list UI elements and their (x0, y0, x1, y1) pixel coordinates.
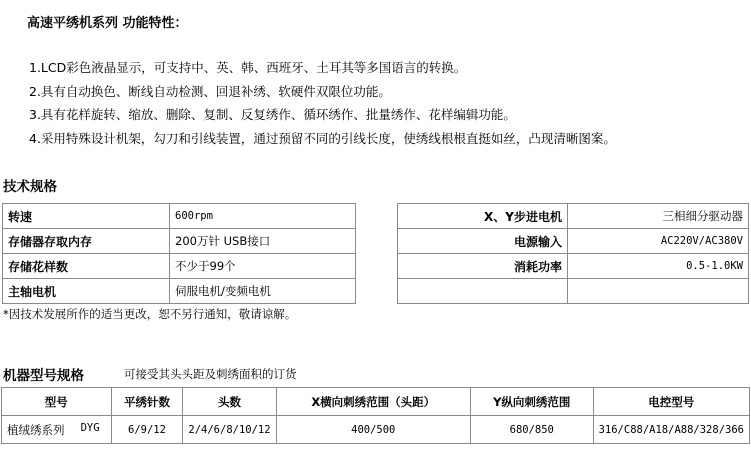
spec-value: 不少于99个 (170, 254, 356, 279)
spec-label: 存储器存取内存 (3, 229, 170, 254)
model-type-cell (2, 416, 112, 444)
table-row (398, 204, 749, 229)
models-subnote: 可接受其头头距及刺绣面积的订货 (124, 367, 297, 381)
table-row (3, 254, 356, 279)
column-header: 型号 (2, 388, 112, 416)
table-header-row (2, 388, 750, 416)
y-range-cell: 680/850 (470, 416, 593, 444)
spec-value: 0.5-1.0KW (568, 254, 749, 279)
table-row (2, 416, 750, 444)
table-row (398, 229, 749, 254)
spec-label: 主轴电机 (3, 279, 170, 304)
model-code: DYG (80, 421, 100, 434)
spec-label: X、Y步进电机 (398, 204, 568, 229)
spec-value (568, 279, 749, 304)
model-type: 植绒绣系列 (7, 422, 65, 437)
x-range-cell: 400/500 (276, 416, 470, 444)
column-header: Y纵向刺绣范围 (470, 388, 593, 416)
spec-table-right (397, 203, 749, 304)
spec-value: 伺服电机/变频电机 (170, 279, 356, 304)
spec-label (398, 279, 568, 304)
column-header: 头数 (183, 388, 276, 416)
model-table (1, 387, 750, 444)
spec-table-left (2, 203, 356, 304)
spec-value: 200万针 USB接口 (170, 229, 356, 254)
column-header: 电控型号 (593, 388, 749, 416)
specs-heading: 技术规格 (3, 179, 57, 195)
spec-label: 电源输入 (398, 229, 568, 254)
table-row (3, 229, 356, 254)
spec-label: 消耗功率 (398, 254, 568, 279)
models-heading: 机器型号规格 (3, 368, 84, 384)
table-row (398, 279, 749, 304)
table-row (3, 279, 356, 304)
feature-item: 4.采用特殊设计机架，勾刀和引线装置，通过预留不同的引线长度，使绣线根根直挺如丝，凸现清晰图案。 (29, 130, 616, 146)
column-header: X横向刺绣范围（头距） (276, 388, 470, 416)
table-row (398, 254, 749, 279)
feature-list (29, 56, 616, 150)
spec-value: AC220V/AC380V (568, 229, 749, 254)
spec-value: 600rpm (170, 204, 356, 229)
control-model-cell: 316/C88/A18/A88/328/366 (593, 416, 749, 444)
disclaimer-note: *因技术发展所作的适当更改，恕不另行通知，敬请谅解。 (3, 307, 297, 321)
spec-label: 存储花样数 (3, 254, 170, 279)
needles-cell: 6/9/12 (111, 416, 183, 444)
spec-label: 转速 (3, 204, 170, 229)
column-header: 平绣针数 (111, 388, 183, 416)
feature-item: 2.具有自动换色、断线自动检测、回退补绣、软硬件双限位功能。 (29, 83, 391, 99)
page-title: 高速平绣机系列 功能特性： (27, 16, 188, 31)
spec-value: 三相细分驱动器 (568, 204, 749, 229)
feature-item: 1.LCD彩色液晶显示，可支持中、英、韩、西班牙、土耳其等多国语言的转换。 (29, 60, 467, 75)
heads-cell: 2/4/6/8/10/12 (183, 416, 276, 444)
table-row (3, 204, 356, 229)
feature-item: 3.具有花样旋转、缩放、删除、复制、反复绣作、循环绣作、批量绣作、花样编辑功能。 (29, 107, 516, 122)
